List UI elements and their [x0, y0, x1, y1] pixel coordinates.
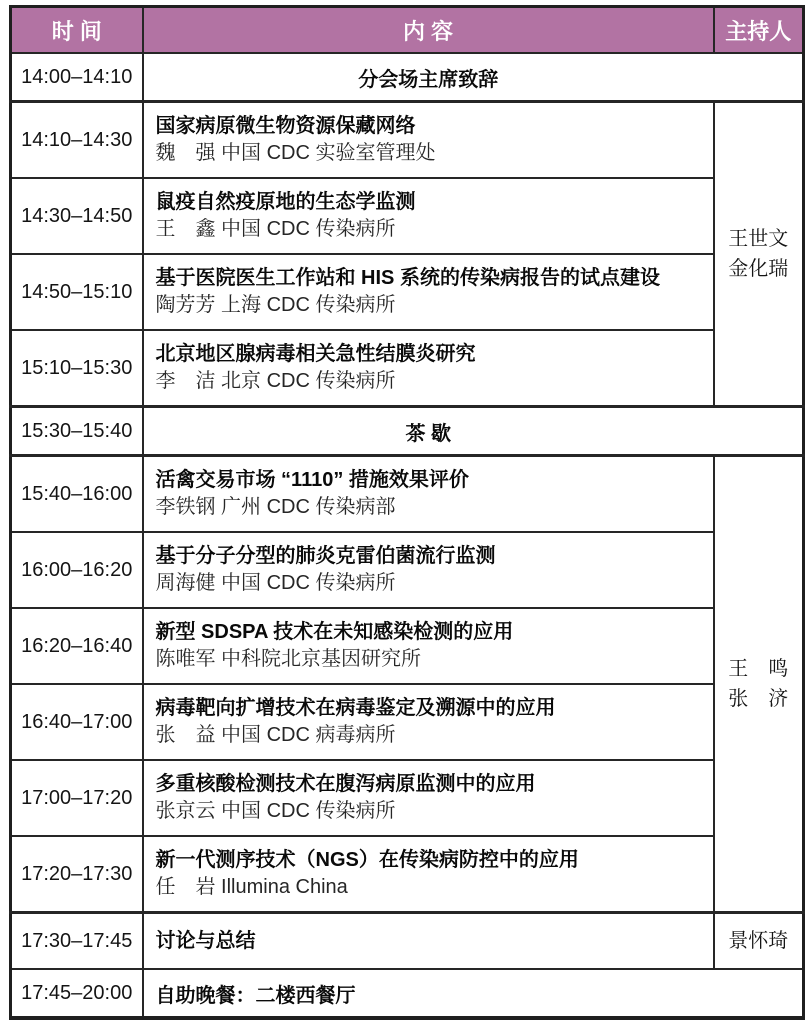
- header-host: 主持人: [714, 7, 804, 54]
- host-cell: [714, 913, 804, 970]
- schedule-table: [9, 5, 805, 1020]
- table-row: [11, 330, 804, 407]
- dinner-cell: 自助晚餐：二楼西餐厅: [143, 969, 804, 1018]
- talk-speaker: 任 岩 Illumina China: [155, 876, 348, 898]
- time-cell: 16:40–17:00: [11, 684, 143, 760]
- session-cell: 茶 歇: [143, 407, 804, 456]
- host-name: 张 济: [728, 688, 789, 710]
- talk-cell: [143, 608, 714, 684]
- host-name: 金化瑞: [728, 258, 789, 280]
- time-cell: 14:30–14:50: [11, 178, 143, 254]
- table-row-break: [11, 407, 804, 456]
- time-cell: 17:45–20:00: [11, 969, 143, 1018]
- time-cell: 15:30–15:40: [11, 407, 143, 456]
- talk-cell: [143, 836, 714, 913]
- talk-speaker: 张 益 中国 CDC 病毒病所: [155, 724, 396, 746]
- talk-speaker: 李铁钢 广州 CDC 传染病部: [155, 496, 396, 518]
- talk-title: 基于分子分型的肺炎克雷伯菌流行监测: [155, 545, 496, 567]
- talk-title: 多重核酸检测技术在腹泻病原监测中的应用: [155, 773, 536, 795]
- talk-title: 新型 SDSPA 技术在未知感染检测的应用: [155, 621, 514, 643]
- talk-title: 鼠疫自然疫原地的生态学监测: [155, 191, 416, 213]
- time-cell: 14:50–15:10: [11, 254, 143, 330]
- table-row: [11, 684, 804, 760]
- table-row: [11, 456, 804, 533]
- talk-cell: [143, 254, 714, 330]
- host-name: 王 鸣: [728, 658, 789, 680]
- time-cell: 17:00–17:20: [11, 760, 143, 836]
- talk-cell: [143, 684, 714, 760]
- time-cell: 15:10–15:30: [11, 330, 143, 407]
- host-name: 王世文: [728, 228, 789, 250]
- table-row-dinner: [11, 969, 804, 1018]
- talk-title: 国家病原微生物资源保藏网络: [155, 115, 416, 137]
- table-row: [11, 760, 804, 836]
- table-row-discussion: [11, 913, 804, 970]
- host-cell: [714, 456, 804, 913]
- talk-speaker: 魏 强 中国 CDC 实验室管理处: [155, 142, 436, 164]
- talk-speaker: 陈唯军 中科院北京基因研究所: [155, 648, 422, 670]
- table-row: [11, 608, 804, 684]
- talk-speaker: 王 鑫 中国 CDC 传染病所: [155, 218, 396, 240]
- time-cell: 17:30–17:45: [11, 913, 143, 970]
- talk-title: 活禽交易市场 “1110” 措施效果评价: [155, 469, 469, 491]
- table-row-opening: [11, 53, 804, 102]
- host-name: 景怀琦: [728, 930, 789, 952]
- talk-cell: [143, 330, 714, 407]
- table-row: [11, 532, 804, 608]
- talk-cell: [143, 456, 714, 533]
- talk-title: 讨论与总结: [155, 929, 256, 952]
- talk-speaker: 陶芳芳 上海 CDC 传染病所: [155, 294, 396, 316]
- session-cell: 分会场主席致辞: [143, 53, 804, 102]
- talk-title: 基于医院医生工作站和 HIS 系统的传染病报告的试点建设: [155, 267, 660, 289]
- talk-title: 北京地区腺病毒相关急性结膜炎研究: [155, 343, 476, 365]
- time-cell: 14:10–14:30: [11, 102, 143, 179]
- header-row: [11, 7, 804, 54]
- header-time: 时 间: [11, 7, 143, 54]
- time-cell: 16:00–16:20: [11, 532, 143, 608]
- time-cell: 17:20–17:30: [11, 836, 143, 913]
- table-row: [11, 254, 804, 330]
- talk-cell: [143, 913, 714, 970]
- talk-cell: [143, 760, 714, 836]
- talk-title: 病毒靶向扩增技术在病毒鉴定及溯源中的应用: [155, 697, 556, 719]
- talk-speaker: 周海健 中国 CDC 传染病所: [155, 572, 396, 594]
- talk-title: 新一代测序技术（NGS）在传染病防控中的应用: [155, 849, 579, 871]
- talk-cell: [143, 178, 714, 254]
- table-row: [11, 102, 804, 179]
- time-cell: 15:40–16:00: [11, 456, 143, 533]
- talk-cell: [143, 102, 714, 179]
- time-cell: 16:20–16:40: [11, 608, 143, 684]
- time-cell: 14:00–14:10: [11, 53, 143, 102]
- table-row: [11, 836, 804, 913]
- talk-speaker: 李 洁 北京 CDC 传染病所: [155, 370, 396, 392]
- talk-cell: [143, 532, 714, 608]
- header-content: 内 容: [143, 7, 714, 54]
- table-row: [11, 178, 804, 254]
- talk-speaker: 张京云 中国 CDC 传染病所: [155, 800, 396, 822]
- host-cell: [714, 102, 804, 407]
